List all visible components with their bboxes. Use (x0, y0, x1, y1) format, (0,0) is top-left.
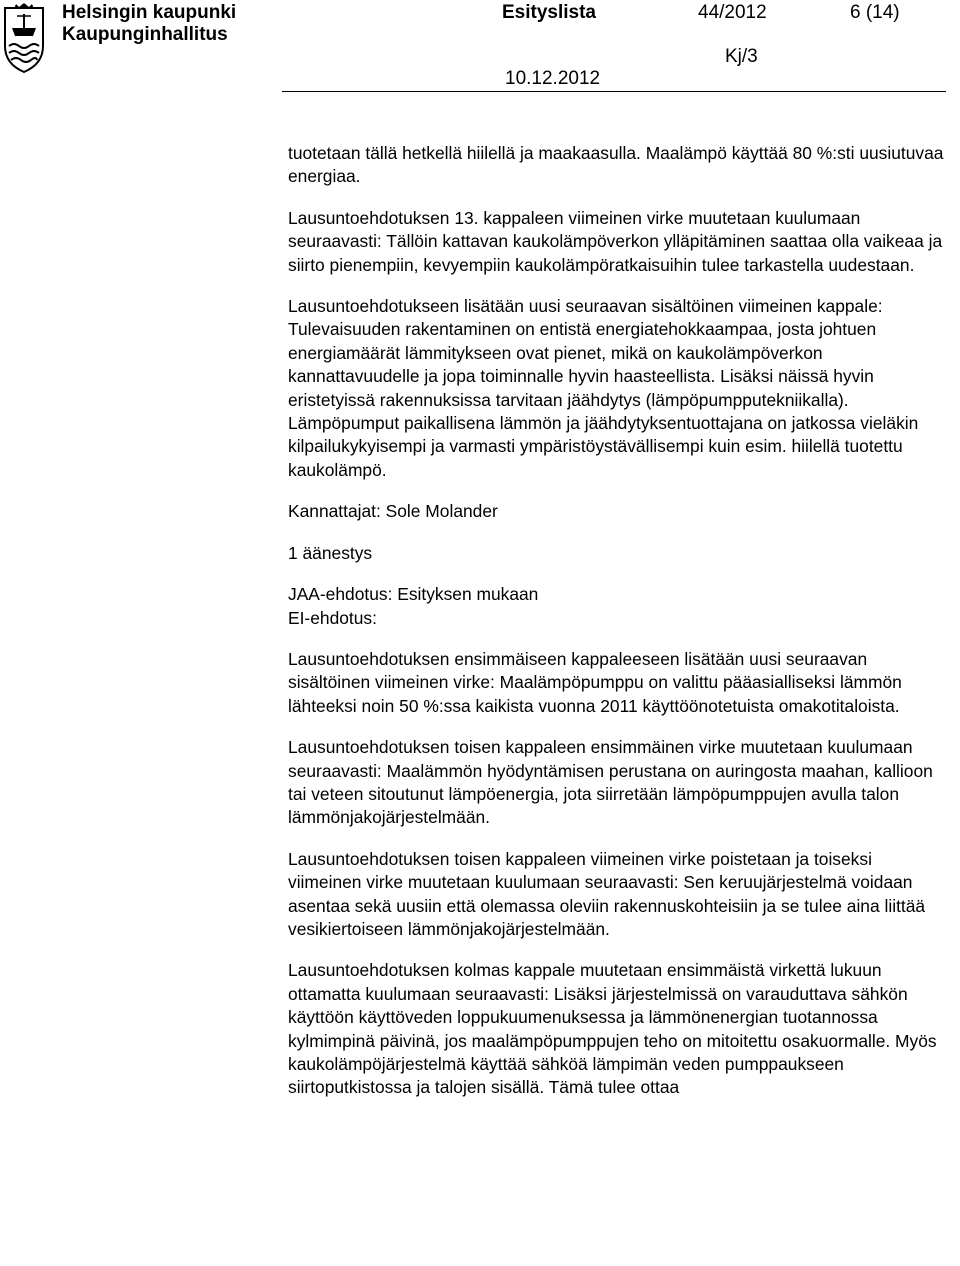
header-divider (282, 91, 946, 92)
document-body (288, 142, 948, 1118)
body-paragraph: tuotetaan tällä hetkellä hiilellä ja maakaasulla. Maalämpö käyttää 80 %:sti uusiutuvaa energiaa. (288, 143, 944, 187)
body-paragraph: Lausuntoehdotukseen lisätään uusi seuraavan sisältöinen viimeinen kappale: Tulevaisuuden rakentaminen on entistä energiatehokkaampaa, josta johtuen energiamäärät lämmitykseen ovat pienet, mikä on kaukolämpöverkon kannattavuudelle ja jopa toiminnalle hyvin haasteellista. Lisäksi näissä hyvin eristetyissä rakennuksissa tarvitaan jäähdytys (lämpöpumpputekniikalla). Lämpöpumput paikallisena lämmön ja jäähdytyksentuottajana on jatkossa vieläkin kilpailukykyisempi ja varmasti ympäristöystävällisempi kuin esim. hiilellä tuotettu kaukolämpö. (288, 296, 919, 480)
supporters-line: Kannattajat: Sole Molander (288, 501, 498, 522)
document-number: 44/2012 (698, 2, 767, 23)
meeting-date: 10.12.2012 (505, 68, 601, 89)
organization-name: Helsingin kaupunki (62, 2, 237, 23)
helsinki-crest-icon (2, 2, 46, 74)
body-paragraph: Lausuntoehdotuksen toisen kappaleen viimeinen virke poistetaan ja toiseksi viimeinen virke muutetaan kuulumaan seuraavasti: Sen keruujärjestelmä voidaan asentaa sekä uusiin että olemassa oleviin rakennuskohteisiin ja se tulee aina liittää vesikiertoiseen lämmönjakojärjestelmään. (288, 848, 926, 939)
body-paragraph: Lausuntoehdotuksen 13. kappaleen viimeinen virke muutetaan kuulumaan seuraavasti: Tällöin kattavan kaukolämpöverkon ylläpitäminen saattaa olla vaikeaa ja siirto pienempiin, kevyempiin kaukolämpöratkaisuihin tulee tarkastella uudestaan. (288, 207, 943, 275)
body-paragraph: Lausuntoehdotuksen ensimmäiseen kappaleeseen lisätään uusi seuraavan sisältöinen viimeinen virke: Maalämpöpumppu on valittu pääasialliseksi lämmön lähteeksi noin 50 %:ssa kaikista vuonna 2011 käyttöönotetuista omakotitaloista. (288, 648, 902, 716)
unit-name: Kaupunginhallitus (62, 24, 228, 45)
body-paragraph: Lausuntoehdotuksen kolmas kappale muutetaan ensimmäistä virkettä lukuun ottamatta kuulumaan seuraavasti: Lisäksi järjestelmissä on varauduttava sähkön käyttöön käyttöveden loppukuumenuksessa ja lämmönenergian tuotannossa kylmimpinä päivinä, jos maalämpöpumppujen teho on mitoitettu osakuormalle. Myös kaukolämpöjärjestelmä käyttää sähköä lämpimän veden pumppaukseen siirtoputkistossa ja talojen sisällä. Tämä tulee ottaa (288, 960, 937, 1098)
body-paragraph: Lausuntoehdotuksen toisen kappaleen ensimmäinen virke muutetaan kuulumaan seuraavasti: Maalämmön hyödyntämisen perustana on auringosta maahan, kallioon tai veteen sitoutunut lämpöenergia, jota siirretään lämpöpumppujen avulla talon lämmönjakojärjestelmään. (288, 737, 933, 828)
vote-count-line: 1 äänestys (288, 542, 373, 563)
document-type: Esityslista (502, 2, 596, 23)
agenda-item: Kj/3 (725, 46, 758, 67)
vote-proposals: JAA-ehdotus: Esityksen mukaan EI-ehdotus: (288, 584, 539, 628)
page-number: 6 (14) (850, 2, 900, 23)
